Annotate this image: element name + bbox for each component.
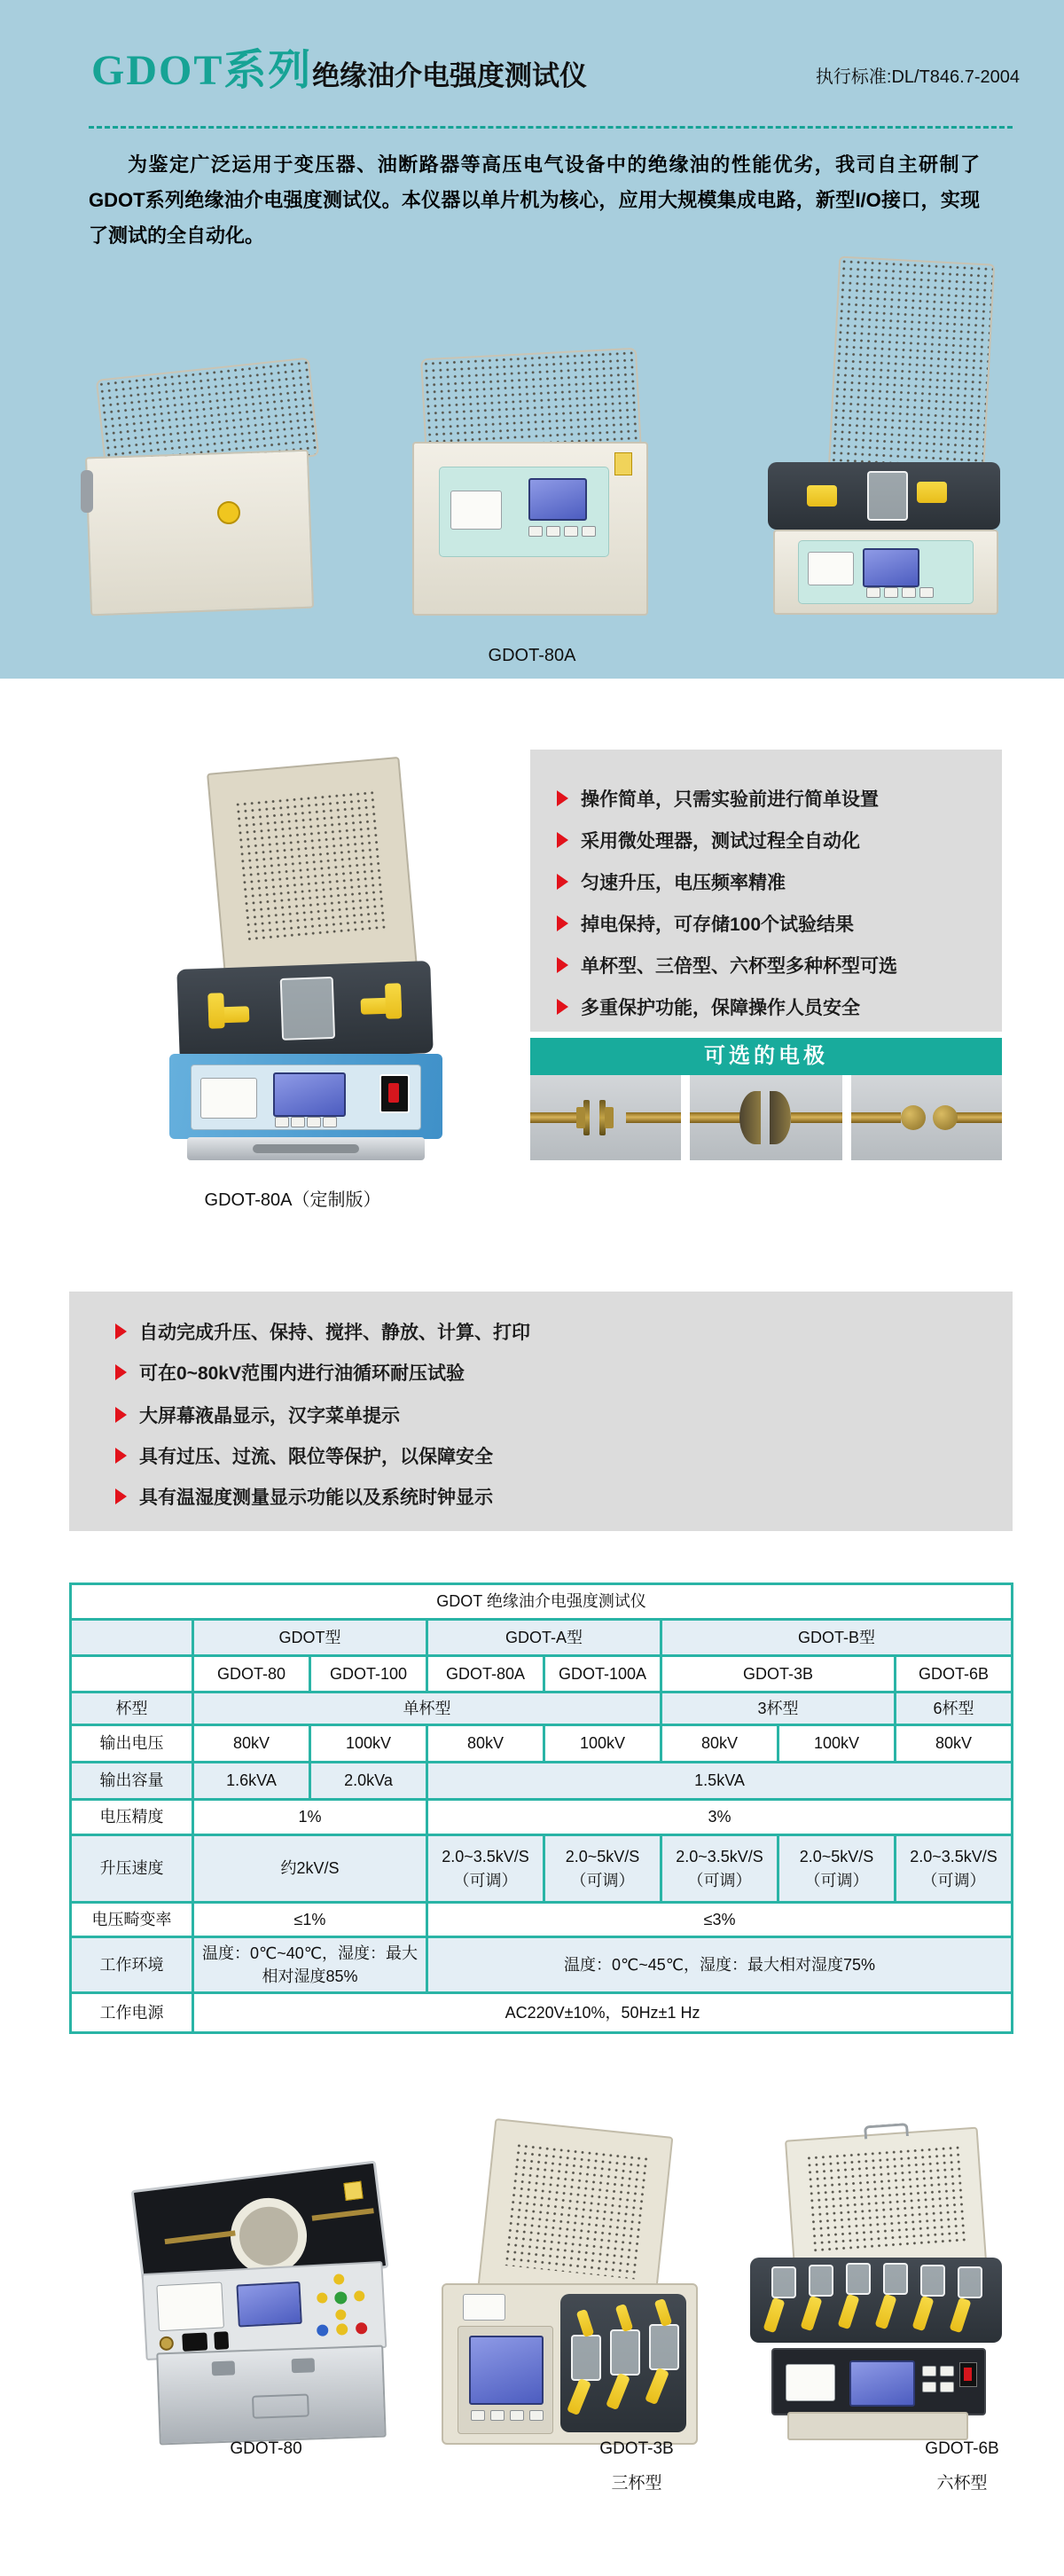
electrode-knob: [807, 485, 837, 507]
custom-model-caption: GDOT-80A（定制版）: [204, 1190, 381, 1210]
spec-group-gdot-b: GDOT-B型: [661, 1620, 1013, 1656]
device-test-deck: [768, 462, 1000, 530]
electrode-knob: [917, 482, 947, 503]
feature-text: 具有温湿度测量显示功能以及系统时钟显示: [139, 1488, 493, 1508]
spec-value: 100kV: [778, 1725, 896, 1763]
spec-value: 2.0kVa: [310, 1763, 427, 1800]
spec-row-power: [71, 1993, 1013, 2033]
feature-text: 多重保护功能，保障操作人员安全: [581, 998, 860, 1018]
spec-value: 1.6kVA: [193, 1763, 310, 1800]
device-key: [922, 2366, 936, 2376]
spec-model: GDOT-3B: [661, 1656, 896, 1692]
blue-button: [317, 2324, 329, 2336]
spec-model: GDOT-80: [193, 1656, 310, 1692]
spec-row-label: 工作电源: [71, 1993, 193, 2033]
product-photo-gdot-6b: [734, 2133, 1013, 2444]
product-photo-gdot-80a-panel: [403, 353, 674, 615]
device-key: [922, 2382, 936, 2392]
yellow-button: [333, 2274, 345, 2285]
device-screen: [236, 2281, 301, 2328]
spec-row-label: 输出容量: [71, 1763, 193, 1800]
oil-cup: [610, 2329, 640, 2376]
spec-value: ≤3%: [427, 1903, 1013, 1937]
device-key: [546, 526, 560, 537]
power-socket: [182, 2332, 207, 2351]
spec-model: GDOT-100A: [544, 1656, 661, 1692]
feature-text: 自动完成升压、保持、搅拌、静放、计算、打印: [139, 1323, 530, 1343]
triangle-bullet-icon: [557, 915, 568, 931]
triangle-bullet-icon: [557, 832, 568, 848]
spec-row-environment: [71, 1937, 1013, 1993]
features-secondary-box: [69, 1292, 1013, 1531]
feature-item: [115, 1359, 465, 1386]
feature-text: 单杯型、三倍型、六杯型多种杯型可选: [581, 956, 897, 977]
feature-item: [557, 952, 897, 978]
spec-value: 2.0~5kV/S（可调）: [778, 1835, 896, 1903]
lid-vent-grid: [503, 2142, 648, 2280]
device-key: [940, 2382, 954, 2392]
spec-value: 3%: [427, 1800, 1013, 1835]
power-switch-rocker: [388, 1083, 399, 1103]
electrode-rod: [791, 1112, 842, 1123]
triangle-bullet-icon: [115, 1448, 127, 1464]
spec-value: 2.0~5kV/S（可调）: [544, 1835, 661, 1903]
spec-value: 80kV: [896, 1725, 1013, 1763]
device-key: [529, 2410, 544, 2421]
device-key: [940, 2366, 954, 2376]
spec-value: 100kV: [310, 1725, 427, 1763]
bottom-caption-gdot-80: GDOT-80: [230, 2439, 302, 2458]
device-printer: [786, 2364, 835, 2401]
yellow-button: [336, 2323, 348, 2336]
device-printer: [808, 552, 854, 585]
triangle-bullet-icon: [115, 1323, 127, 1339]
oil-cup: [958, 2266, 982, 2298]
product-photo-gdot-80a-open: [747, 260, 1026, 615]
feature-text: 采用微处理器，测试过程全自动化: [581, 831, 860, 852]
oil-cup: [867, 471, 908, 521]
product-photo-gdot-80: [124, 2175, 417, 2441]
mushroom-electrode: [739, 1091, 761, 1144]
sphere-electrode: [901, 1105, 926, 1130]
spec-row-capacity: [71, 1763, 1013, 1800]
electrode-rod: [952, 1112, 1002, 1123]
electrode-rod: [626, 1112, 681, 1123]
electrode-handle: [911, 2296, 934, 2331]
electrode-rod: [851, 1112, 901, 1123]
case-handle: [252, 2394, 309, 2419]
device-printer: [200, 1078, 257, 1119]
spec-row-distortion: [71, 1903, 1013, 1937]
spec-value: 80kV: [427, 1725, 544, 1763]
oil-cup: [883, 2263, 908, 2295]
device-key: [510, 2410, 524, 2421]
feature-text: 可在0~80kV范围内进行油循环耐压试验: [139, 1363, 465, 1384]
device-badge: [217, 501, 240, 524]
electrode-photo-mushroom: [690, 1075, 842, 1160]
device-key: [490, 2410, 505, 2421]
electrode-elbow: [207, 993, 224, 1029]
electrode-rod: [690, 1112, 741, 1123]
feature-text: 大屏幕液晶显示，汉字菜单提示: [139, 1406, 400, 1426]
feature-item: [557, 993, 860, 1020]
device-handle: [81, 470, 93, 513]
oil-cup: [571, 2335, 601, 2381]
device-key: [307, 1117, 321, 1127]
spec-model: GDOT-6B: [896, 1656, 1013, 1692]
device-key: [275, 1117, 289, 1127]
spec-row-voltage: [71, 1725, 1013, 1763]
electrode-elbow: [567, 2378, 591, 2415]
triangle-bullet-icon: [115, 1488, 127, 1504]
electrode-photo-disc: [530, 1075, 681, 1160]
triangle-bullet-icon: [115, 1364, 127, 1380]
electrode-elbow: [606, 2373, 630, 2410]
device-key: [902, 587, 916, 598]
feature-text: 具有过压、过流、限位等保护，以保障安全: [139, 1447, 493, 1467]
oil-cup: [920, 2265, 945, 2297]
product-photo-gdot-80a-custom: [164, 765, 448, 1166]
spec-row-cup: [71, 1692, 1013, 1725]
device-key: [919, 587, 934, 598]
spec-row-accuracy: [71, 1800, 1013, 1835]
device-control-panel: [458, 2326, 553, 2434]
bottom-caption-gdot-6b: GDOT-6B: [925, 2439, 999, 2458]
device-printer: [156, 2281, 224, 2331]
triangle-bullet-icon: [557, 874, 568, 890]
product-title: 绝缘油介电强度测试仪: [312, 60, 587, 91]
spec-cell-empty: [71, 1656, 193, 1692]
features-primary-box: [530, 750, 1002, 1032]
dashed-divider: [89, 126, 1013, 129]
spec-value: 1%: [193, 1800, 427, 1835]
spec-row-label: 升压速度: [71, 1835, 193, 1903]
spec-value: 6杯型: [896, 1692, 1013, 1725]
electrode-elbow: [385, 983, 402, 1019]
spec-row-label: 输出电压: [71, 1725, 193, 1763]
spec-value: 1.5kVA: [427, 1763, 1013, 1800]
device-base: [187, 1137, 425, 1160]
triangle-bullet-icon: [557, 957, 568, 973]
device-body: [169, 1054, 442, 1139]
oil-cup: [809, 2265, 833, 2297]
device-control-panel: [439, 467, 609, 557]
case-latch: [212, 2360, 236, 2376]
device-key: [582, 526, 596, 537]
series-title: GDOT系列: [91, 47, 313, 94]
spec-value: 2.0~3.5kV/S（可调）: [896, 1835, 1013, 1903]
electrode-photo-sphere: [851, 1075, 1002, 1160]
spec-value: 80kV: [661, 1725, 778, 1763]
spec-group-gdot: GDOT型: [193, 1620, 427, 1656]
sphere-electrode: [933, 1105, 958, 1130]
device-body: [85, 450, 314, 617]
spec-value: 温度：0℃~40℃，湿度：最大相对湿度85%: [193, 1937, 427, 1993]
feature-item: [557, 785, 879, 812]
spec-value: ≤1%: [193, 1903, 427, 1937]
device-key: [884, 587, 898, 598]
device-screen: [863, 548, 919, 587]
feature-text: 匀速升压，电压频率精准: [581, 873, 786, 893]
lid-handle: [864, 2123, 909, 2139]
spec-group-gdot-a: GDOT-A型: [427, 1620, 661, 1656]
electrode-elbow: [654, 2298, 673, 2327]
case-latch: [292, 2358, 316, 2373]
handle-slot: [253, 1144, 359, 1153]
product-photo-gdot-80a-closed: [84, 368, 337, 617]
electrode-handle: [837, 2294, 859, 2329]
triangle-bullet-icon: [557, 790, 568, 806]
device-test-deck: [176, 961, 433, 1062]
spec-table: [69, 1583, 1013, 2034]
yellow-button: [335, 2309, 347, 2321]
spec-value: 温度：0℃~45℃，湿度：最大相对湿度75%: [427, 1937, 1013, 1993]
spec-value: 80kV: [193, 1725, 310, 1763]
device-printer: [463, 2294, 505, 2321]
device-open-lid: [828, 256, 995, 479]
device-open-lid: [478, 2118, 674, 2305]
hero-caption: GDOT-80A: [488, 646, 576, 665]
electrode-elbow: [576, 2309, 595, 2337]
red-button: [356, 2322, 368, 2335]
electrodes-title-bar: 可选的电极: [530, 1038, 1002, 1075]
electrode-rod: [312, 2208, 374, 2220]
electrode-collar: [605, 1107, 614, 1128]
product-photo-gdot-3b: [433, 2127, 703, 2442]
electrode-elbow: [615, 2304, 634, 2332]
device-control-panel: [798, 540, 974, 604]
oil-cup: [846, 2263, 871, 2295]
spec-value: 约2kV/S: [193, 1835, 427, 1903]
spec-cell-empty: [71, 1620, 193, 1656]
spec-row-models: [71, 1656, 1013, 1692]
bottom-caption-gdot-3b-sub: 三杯型: [611, 2474, 662, 2493]
mushroom-electrode: [770, 1091, 791, 1144]
spec-row-label: 电压畸变率: [71, 1903, 193, 1937]
device-key: [291, 1117, 305, 1127]
device-control-panel: [191, 1064, 421, 1130]
bottom-caption-gdot-6b-sub: 六杯型: [936, 2474, 988, 2493]
ground-terminal: [159, 2336, 174, 2351]
feature-item: [115, 1402, 400, 1428]
lid-vent-grid: [805, 2144, 966, 2256]
oil-cup: [280, 977, 335, 1041]
spec-value: 2.0~3.5kV/S（可调）: [661, 1835, 778, 1903]
power-switch: [959, 2362, 977, 2387]
oil-cup: [649, 2324, 679, 2370]
device-screen: [469, 2336, 544, 2405]
bottom-caption-gdot-3b: GDOT-3B: [599, 2439, 674, 2458]
power-switch-rocker: [964, 2368, 972, 2381]
yellow-button: [317, 2292, 328, 2304]
spec-row-label: 杯型: [71, 1692, 193, 1725]
electrode-elbow: [645, 2368, 669, 2405]
spec-row-label: 工作环境: [71, 1937, 193, 1993]
spec-value: 单杯型: [193, 1692, 661, 1725]
spec-value: 100kV: [544, 1725, 661, 1763]
device-key: [528, 526, 543, 537]
triangle-bullet-icon: [557, 999, 568, 1015]
spec-row-label: 电压精度: [71, 1800, 193, 1835]
power-switch: [214, 2331, 229, 2350]
electrode-collar: [576, 1107, 585, 1128]
feature-item: [557, 868, 786, 895]
spec-model: GDOT-100: [310, 1656, 427, 1692]
spec-table-title: GDOT 绝缘油介电强度测试仪: [71, 1584, 1013, 1620]
spec-row-rate: [71, 1835, 1013, 1903]
device-body: [442, 2283, 698, 2445]
device-key: [471, 2410, 485, 2421]
warning-sticker: [614, 452, 632, 475]
lid-vent-grid: [234, 789, 386, 941]
device-base: [787, 2412, 968, 2440]
device-screen: [528, 478, 587, 521]
standard-label: 执行标准:DL/T846.7-2004: [815, 67, 1020, 87]
feature-item: [557, 827, 860, 853]
feature-item: [115, 1483, 493, 1510]
feature-text: 掉电保持，可存储100个试验结果: [581, 915, 855, 935]
device-screen: [273, 1072, 346, 1117]
spec-value: AC220V±10%，50Hz±1 Hz: [193, 1993, 1013, 2033]
oil-cup: [771, 2266, 796, 2298]
warning-sticker: [343, 2181, 363, 2201]
spec-row-title: [71, 1584, 1013, 1620]
device-test-deck: [750, 2258, 1002, 2343]
spec-value: 3杯型: [661, 1692, 896, 1725]
intro-paragraph: 为鉴定广泛运用于变压器、油断路器等高压电气设备中的绝缘油的性能优劣，我司自主研制了GDOT系列绝缘油介电强度测试仪。本仪器以单片机为核心，应用大规模集成电路，新型I/O接口，实现了测试的全自动化。: [89, 153, 980, 247]
spec-model: GDOT-80A: [427, 1656, 544, 1692]
device-control-panel: [771, 2348, 986, 2415]
device-printer: [450, 491, 502, 530]
green-button: [334, 2291, 348, 2305]
device-key: [564, 526, 578, 537]
triangle-bullet-icon: [115, 1407, 127, 1423]
feature-text: 操作简单，只需实验前进行简单设置: [581, 789, 879, 810]
electrode-handle: [800, 2296, 822, 2331]
device-key: [323, 1117, 337, 1127]
hero-section: [0, 0, 1064, 679]
device-case-body: [156, 2345, 386, 2446]
device-open-lid: [785, 2127, 987, 2275]
device-screen: [849, 2360, 915, 2407]
electrode-rod: [165, 2230, 236, 2244]
electrode-handle: [949, 2297, 971, 2333]
feature-item: [115, 1442, 493, 1469]
yellow-button: [354, 2290, 365, 2302]
electrode-handle: [874, 2294, 896, 2329]
spec-value: 2.0~3.5kV/S（可调）: [427, 1835, 544, 1903]
device-test-deck: [560, 2294, 686, 2432]
device-key: [866, 587, 880, 598]
device-open-lid: [207, 757, 418, 984]
feature-item: [115, 1318, 530, 1345]
spec-row-groups: [71, 1620, 1013, 1656]
electrode-handle: [763, 2297, 785, 2333]
feature-item: [557, 910, 854, 937]
power-switch: [379, 1074, 410, 1113]
